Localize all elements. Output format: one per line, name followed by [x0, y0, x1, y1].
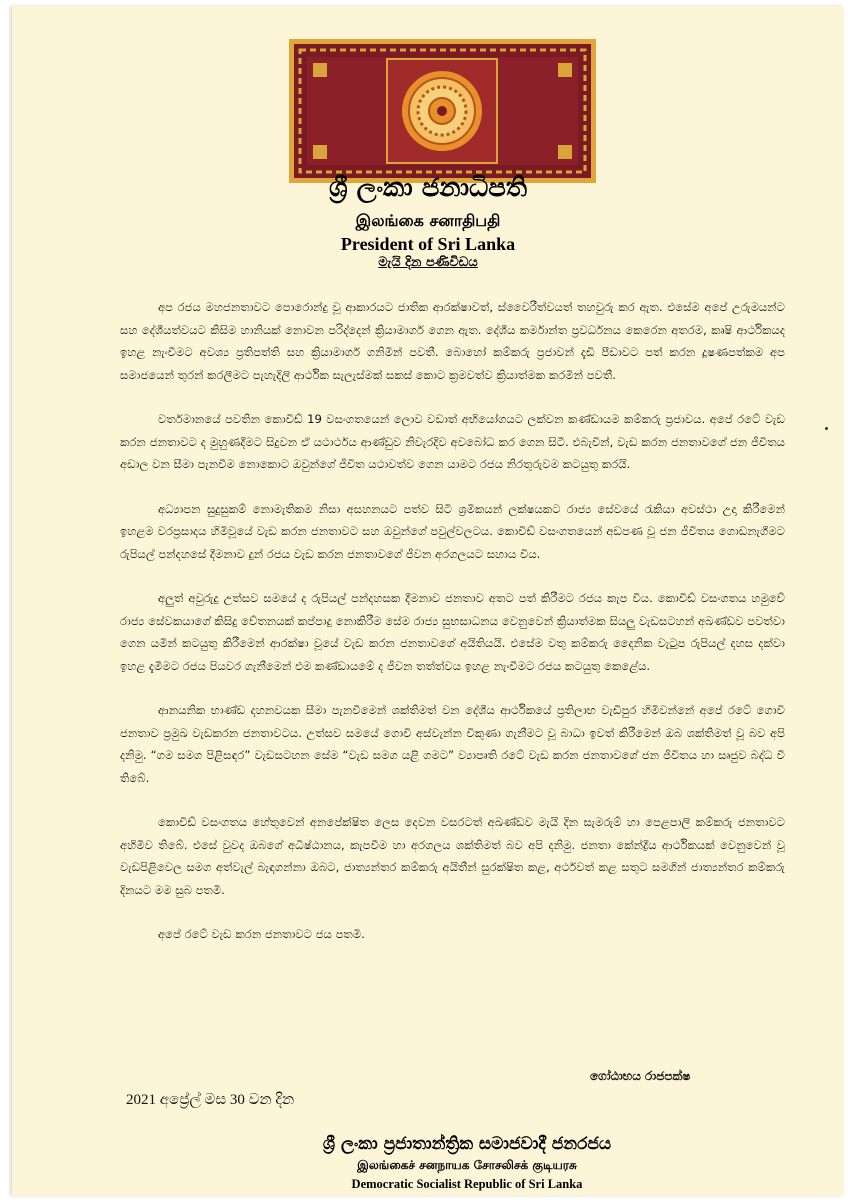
presidential-flag-emblem — [289, 39, 596, 183]
paragraph-5: ආනයනික භාණ්ඩ දහනවයක සීමා පැනවීමෙන් ශක්තිමත් වන දේශීය ආර්ථිකයේ ප්‍රතිලාභ වැඩිපුර හිමිවන්නේ අපේ රටේ ගොවි ජනතාව ප්‍රමුඛ වැඩකරන ජනතාවටය. උත්සව සමයේ ගොවි අස්වැන්න විකුණා ගැනීමට වූ බාධා ඉවත් කිරීමෙන් ඔබ ශක්තිමත් වූ බව අපි දනිමු. “ගම සමග පිළිසඳර” වැඩසටහන සේම “වැඩ සමග යළි ගමට” ව්‍යාපෘති රටේ වැඩ කරන ජනතාවගේ ජන ජීවිතය හා සෘජුව බද්ධ වී තිබේ. — [120, 703, 785, 785]
header-title-sinhala: ශ්‍රී ලංකා ජනාධිපති — [328, 173, 528, 203]
paragraph-3: අධ්‍යාපන සුදුසුකම් නොමැතිකම නිසා අසහනයට පත්ව සිටි ශ්‍රමිකයන් ලක්ෂයකට රාජ්‍ය සේවයේ රැකියා අවස්ථා උදා කිරීමෙන් ඉහළම වරප්‍රසාදය හිමිවූයේ වැඩ කරන ජනතාවට සහ ඔවුන්ගේ පවුල්වලටය. කොවිඩ් වසංගතයෙන් අඩපණ වූ ජන ජීවිතය ගොඩනැගීමට රුපියල් පන්දහසේ දීමනාව දුන් රජය වැඩ කරන ජනතාවගේ ජීවන අරගලයට සහාය විය. — [120, 501, 785, 561]
signature-name: ගෝඨාභය රාජපක්ෂ — [590, 1069, 691, 1083]
message-subtitle-text: මැයි දින පණිවිඩය — [378, 255, 478, 270]
header-title-english: President of Sri Lanka — [340, 234, 516, 254]
letter-date: 2021 අප්‍රේල් මස 30 වන දින — [126, 1092, 295, 1108]
closing-line: අපේ රටේ වැඩ කරන ජනතාවට ජය පතමි. — [158, 927, 365, 941]
paragraph-2: වර්තමානයේ පවතින කොවිඩ් 19 වසංගතයෙන් ලොව වඩාත් අභියෝගයට ලක්වන කණ්ඩායම කම්කරු ප්‍රජාවය. අපේ රටේ වැඩ කරන ජනතාවට ද මුහුණදීමට සිදුවන ඒ යථාර්ථය ආණ්ඩුව නිවැරදිව අවබෝධ කර ගෙන සිටී. එබැවින්, වැඩ කරන ජනතාවගේ ජන ජීවිතය අඩාල වන සීමා පැනවීම නොකොට ඔවුන්ගේ ජීවිත යථාවත්ව ගෙන යාමට රජය නිරතුරුවම කටයුතු කරයි. — [120, 412, 785, 471]
paragraph-4: අලුත් අවුරුදු උත්සව සමයේ ද රුපියල් පන්දහසක දීමනාව ජනතාව අතට පත් කිරීමට රජය කැප විය. කොවිඩ් වසංගතය හමුවේ රාජ්‍ය සේවකයාගේ කිසිදු වේතනයක් කප්පාදු නොකිරීම සේම රාජ්‍ය සුභසාධනය වෙනුවෙන් ක්‍රියාත්මක සියලු වැඩසටහන් අඛණ්ඩව පවත්වා ගෙන යමින් කටයුතු කිරීමෙන් ආරක්ෂා වූයේ වැඩ කරන ජනතාවගේ අයිතියයි. එසේම වතු කම්කරු දෛනික වැටුප රුපියල් දහස දක්වා ඉහළ දැමීමට රජය පියවර ගැනීමෙන් එම කණ්ඩායමේ ද ජීවන තත්ත්වය ඉහළ නැංවීමට රජය කටයුතු කෙළේය. — [120, 591, 785, 673]
letter-page — [12, 6, 844, 1196]
message-subtitle — [12, 255, 844, 270]
paragraph-6: කොවිඩ් වසංගතය හේතුවෙන් අනපේක්ෂිත ලෙස දෙවන වසරටත් අඛණ්ඩව මැයි දින සැමරුම් හා පෙළපාලි කම්කරු ජනතාවට අහිමිව තිබේ. එසේ වුවද ඔබගේ අධිෂ්ඨානය, කැපවීම හා අරගලය ශක්තිමත් බව අපි දනිමු. ජනතා කේන්ද්‍රීය ආර්ථිකයක් වෙනුවෙන් වූ වැඩපිළිවෙල සමග අත්වැල් බැඳගන්නා ඔබට, ජාත්‍යන්තර කම්කරු අයිතීන් සුරක්ෂිත කළ, අර්ථවත් කළ සතුට සමගින් ජාත්‍යන්තර කම්කරු දිනයට මම සුබ පතමි. — [120, 815, 785, 897]
footer-name-tamil: இலங்கைச் சனநாயக சோசலிசக் குடியரசு — [357, 1158, 577, 1172]
message-body — [120, 296, 785, 946]
paragraph-1: අප රජය මහජනතාවට පොරොන්දු වූ ආකාරයට ජාතික ආරක්ෂාවත්, ස්වෛරීත්වයත් තහවුරු කර ඇත. එසේම අපේ උරුමයන්ට සහ දේශීයත්වයට කිසිම හානියක් නොවන පරිද්දෙන් ක්‍රියාමාර්ග ගෙන ඇත. දේශීය කර්මාන්ත ප්‍රවර්ධනය කෙරෙන අතරම, කෘෂි ආර්ථිකයද ඉහළ නැංවීමට අවශ්‍ය ප්‍රතිපත්ති සහ ක්‍රියාමාර්ග ගනිමින් පවතී. බොහෝ කම්කරු ප්‍රජාවන් දැඩි පීඩාවට පත් කරන දූෂණපත්කම අප සමාජයෙන් තුරන් කරලීමට පැහැදිලි ආර්ථික සැලැස්මක් සකස් කොට ක්‍රමවත්ව ක්‍රියාත්මක කරමින් පවතී. — [120, 300, 785, 382]
footer-name-english: Democratic Socialist Republic of Sri Lanka — [351, 1177, 583, 1191]
footer-name-sinhala: ශ්‍රී ලංකා ප්‍රජාතාන්ත්‍රික සමාජවාදී ජනරජය — [322, 1134, 612, 1154]
header-title-tamil: இலங்கை சனாதிபதி — [355, 211, 501, 230]
margin-mark — [825, 427, 828, 430]
